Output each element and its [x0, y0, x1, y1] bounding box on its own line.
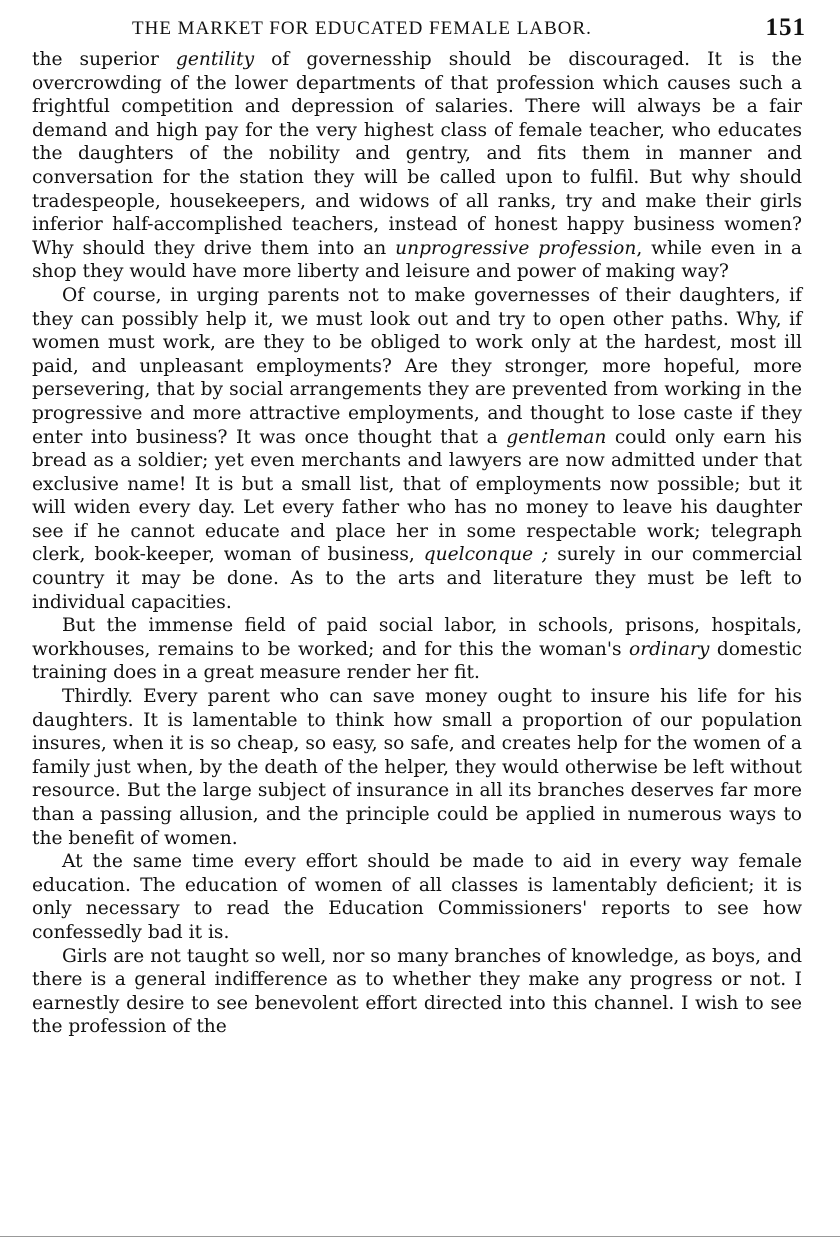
text-segment: But the immense field of paid social labor, in schools, prisons, hospitals, workhouses, remains to be worked; and for this the woman's	[32, 615, 802, 660]
book-page	[32, 14, 806, 1039]
paragraph-4	[32, 685, 802, 850]
running-header	[32, 14, 806, 48]
body-text	[32, 48, 802, 1039]
text-segment: , while even in a shop they would have more liberty and leisure and power of making way?	[32, 237, 802, 283]
italic-segment: gentleman	[506, 426, 607, 448]
text-segment: of governesship should be discouraged. It is the overcrowding of the lower departments of that profession which causes such a frightful competition and depression of salaries. There will always be a fair demand and high pay for the very highest class of female teacher, who educates the daughters of the nobility and gentry, and fits them in manner and conversation for the station they will be called upon to fulfil. But why should tradespeople, housekeepers, and widows of all ranks, try and make their girls inferior half-accomplished teachers, instead of honest happy business women? Why should they drive them into an	[32, 49, 802, 259]
italic-segment: unprogressive profession	[395, 237, 637, 259]
bottom-divider	[0, 1236, 840, 1237]
page-number: 151	[765, 14, 806, 41]
text-segment: Thirdly. Every parent who can save money ought to insure his life for his daughters. It is lamentable to think how small a proportion of our population insures, when it is so cheap, so easy, so safe, and creates help for the women of a family just when, by the death of the helper, they would otherwise be left without resource. But the large subject of insurance in all its branches deserves far more than a passing allusion, and the principle could be applied in numerous ways to the benefit of women.	[32, 686, 802, 849]
running-title: THE MARKET FOR EDUCATED FEMALE LABOR.	[132, 18, 592, 39]
text-segment: could only earn his bread as a soldier; yet even merchants and lawyers are now admitted under that exclusive name! It is but a small list, that of employments now possible; but it will widen every day. Let every father who has no money to leave his daughter see if he cannot educate and place her in some respectable work; telegraph clerk, book-keeper, woman of business,	[32, 426, 802, 566]
paragraph-5	[32, 850, 802, 944]
italic-segment: quelconque ;	[423, 544, 549, 566]
text-segment: Girls are not taught so well, nor so many branches of knowledge, as boys, and there is a general indifference as to whether they make any progress or not. I earnestly desire to see benevolent effort directed into this channel. I wish to see the profession of the	[32, 945, 802, 1038]
text-segment: domestic training does in a great measure render her fit.	[32, 638, 802, 684]
paragraph-1	[32, 48, 802, 284]
paragraph-3	[32, 614, 802, 685]
paragraph-6	[32, 945, 802, 1039]
text-segment: At the same time every effort should be made to aid in every way female education. The education of women of all classes is lamentably deficient; it is only necessary to read the Education Commissioners' reports to see how confessedly bad it is.	[32, 851, 802, 943]
paragraph-2	[32, 284, 802, 614]
text-segment: surely in our commercial country it may be done. As to the arts and literature they must be left to individual capacities.	[32, 544, 803, 613]
text-segment: Of course, in urging parents not to make governesses of their daughters, if they can possibly help it, we must look out and try to open other paths. Why, if women must work, are they to be obliged to work only at the hardest, most ill paid, and unpleasant employments? Are they stronger, more hopeful, more persevering, that by social arrangements they are prevented from working in the progressive and more attractive employments, and thought to lose caste if they enter into business? It was once thought that a	[32, 284, 802, 448]
italic-segment: ordinary	[629, 638, 710, 660]
text-segment: the superior	[32, 49, 176, 70]
italic-segment: gentility	[175, 49, 255, 70]
